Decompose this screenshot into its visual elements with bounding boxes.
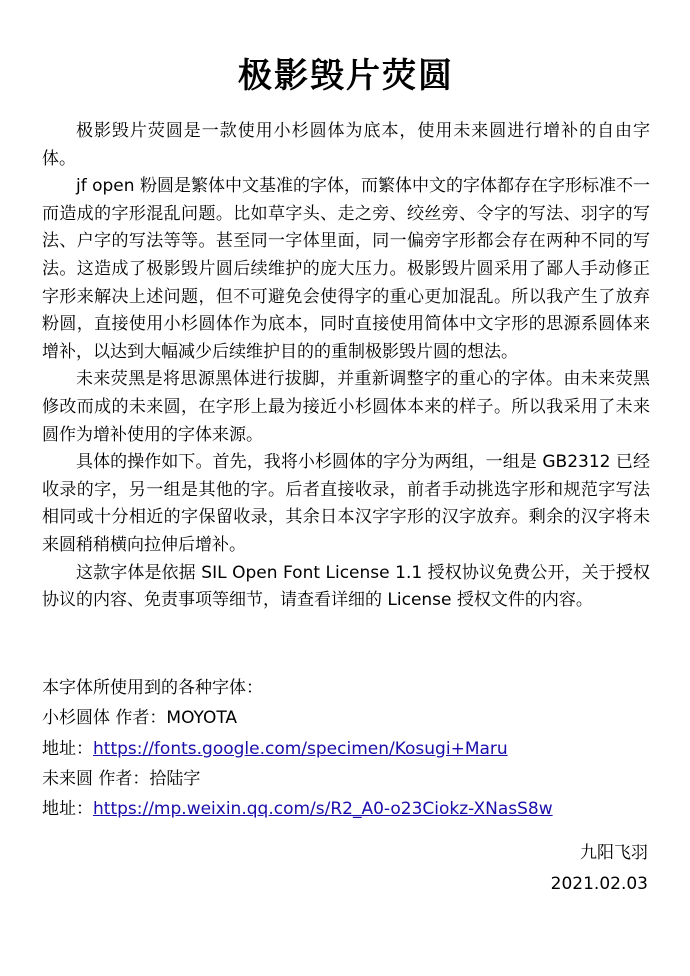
paragraph-procedure: 具体的操作如下。首先，我将小杉圆体的字分为两组，一组是 GB2312 已经收录的字，另一组是其他的字。后者直接收录，前者手动挑选字形和规范字写法相同或十分相近的字保留收录，其余日本汉字字形的汉字放弃。剩余的汉字将未来圆稍稍横向拉伸后增补。 xyxy=(42,452,650,555)
font-address-mirai xyxy=(42,794,650,824)
font-credit-kosugi: 小杉圆体 作者：MOYOTA xyxy=(42,708,238,729)
body-text xyxy=(42,118,650,615)
signature-author: 九阳飞羽 xyxy=(580,843,648,863)
fonts-used-heading: 本字体所使用到的各种字体： xyxy=(42,678,263,698)
document xyxy=(42,0,650,615)
signature xyxy=(551,838,648,900)
paragraph-license: 这款字体是依据 SIL Open Font License 1.1 授权协议免费公开，关于授权协议的内容、免责事项等细节，请查看详细的 License 授权文件的内容。 xyxy=(42,562,650,611)
address-label: 地址： xyxy=(42,799,93,820)
paragraph-intro: 极影毁片荧圆是一款使用小杉圆体为底本，使用未来圆进行增补的自由字体。 xyxy=(42,121,650,169)
font-address-kosugi xyxy=(42,734,650,764)
signature-date: 2021.02.03 xyxy=(550,874,648,894)
fonts-used-section xyxy=(42,673,650,824)
address-label: 地址： xyxy=(42,738,93,759)
mirai-maru-link[interactable]: https://mp.weixin.qq.com/s/R2_A0-o23Ciokz-XNasS8w xyxy=(93,799,553,820)
document-title: 极影毁片荧圆 xyxy=(238,56,454,96)
paragraph-source-font: 未来荧黑是将思源黑体进行拔脚，并重新调整字的重心的字体。由未来荧黑修改而成的未来圆，在字形上最为接近小杉圆体本来的样子。所以我采用了未来圆作为增补使用的字体来源。 xyxy=(42,369,650,445)
kosugi-maru-link[interactable]: https://fonts.google.com/specimen/Kosugi+Maru xyxy=(93,738,508,759)
paragraph-background: jf open 粉圆是繁体中文基准的字体，而繁体中文的字体都存在字形标准不一而造成的字形混乱问题。比如草字头、走之旁、绞丝旁、令字的写法、羽字的写法、户字的写法等等。甚至同一字体里面，同一偏旁字形都会存在两种不同的写法。这造成了极影毁片圆后续维护的庞大压力。极影毁片圆采用了鄙人手动修正字形来解决上述问题，但不可避免会使得字的重心更加混乱。所以我产生了放弃粉圆，直接使用小杉圆体作为底本，同时直接使用简体中文字形的思源系圆体来增补，以达到大幅减少后续维护目的的重制极影毁片圆的想法。 xyxy=(42,176,650,362)
font-credit-mirai: 未来圆 作者：拾陆字 xyxy=(42,768,201,789)
